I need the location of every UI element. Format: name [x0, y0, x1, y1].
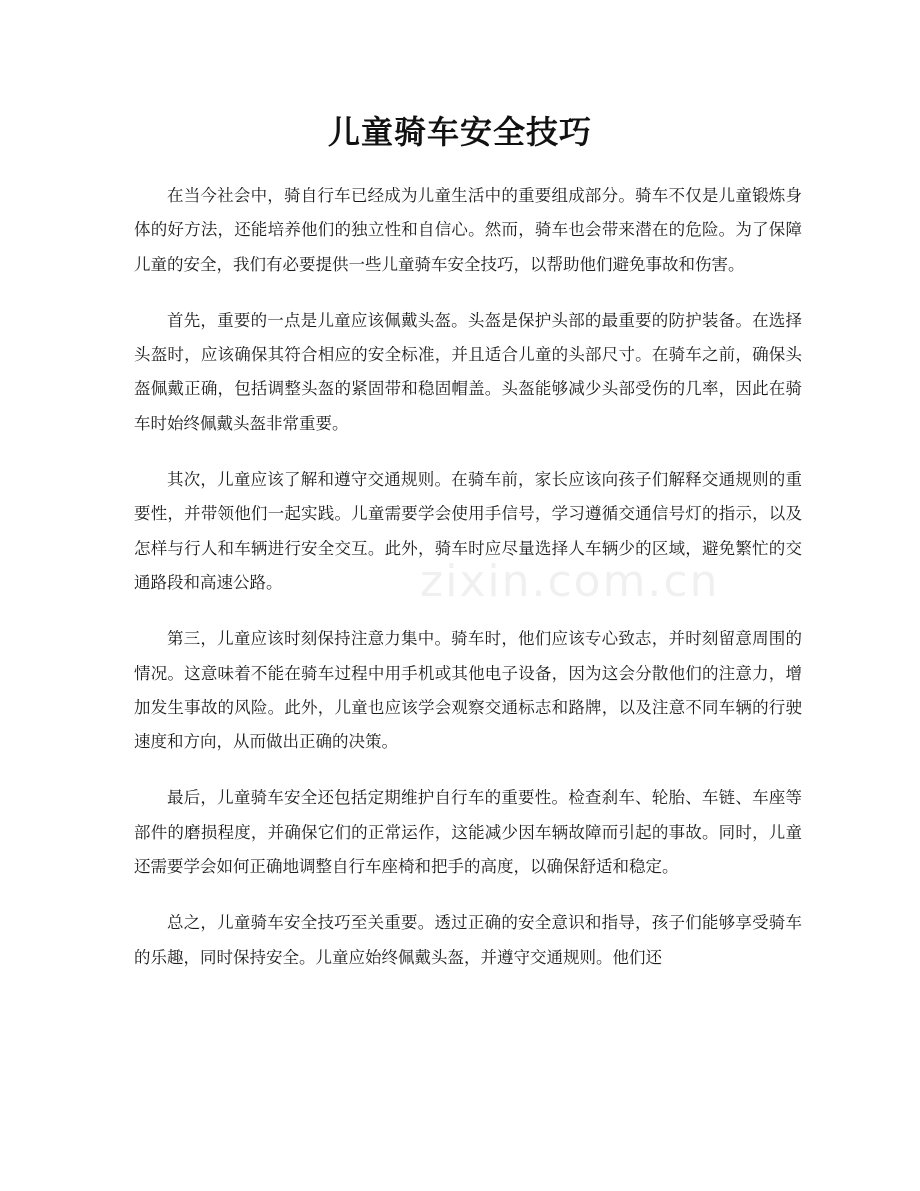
paragraph-traffic-rules: 其次，儿童应该了解和遵守交通规则。在骑车前，家长应该向孩子们解释交通规则的重要性，并带领他们一起实践。儿童需要学会使用手信号，学习遵循交通信号灯的指示，以及怎样与行人和车辆进行安全交互。此外，骑车时应尽量选择人车辆少的区域，避免繁忙的交通路段和高速公路。 [134, 470, 802, 592]
paragraph-conclusion: 总之，儿童骑车安全技巧至关重要。透过正确的安全意识和指导，孩子们能够享受骑车的乐趣，同时保持安全。儿童应始终佩戴头盔，并遵守交通规则。他们还 [134, 913, 802, 967]
document-body [134, 179, 802, 997]
paragraph-intro: 在当今社会中，骑自行车已经成为儿童生活中的重要组成部分。骑车不仅是儿童锻炼身体的好方法，还能培养他们的独立性和自信心。然而，骑车也会带来潜在的危险。为了保障儿童的安全，我们有必要提供一些儿童骑车安全技巧，以帮助他们避免事故和伤害。 [134, 186, 802, 274]
document-title: 儿童骑车安全技巧 [327, 113, 592, 151]
watermark-text: zixin.com.cn [420, 556, 720, 607]
paragraph-helmet: 首先，重要的一点是儿童应该佩戴头盔。头盔是保护头部的最重要的防护装备。在选择头盔时，应该确保其符合相应的安全标准，并且适合儿童的头部尺寸。在骑车之前，确保头盔佩戴正确，包括调整头盔的紧固带和稳固帽盖。头盔能够减少头部受伤的几率，因此在骑车时始终佩戴头盔非常重要。 [134, 310, 802, 433]
paragraph-attention: 第三，儿童应该时刻保持注意力集中。骑车时，他们应该专心致志，并时刻留意周围的情况。这意味着不能在骑车过程中用手机或其他电子设备，因为这会分散他们的注意力，增加发生事故的风险。此外，儿童也应该学会观察交通标志和路牌，以及注意不同车辆的行驶速度和方向，从而做出正确的决策。 [134, 629, 802, 752]
paragraph-maintenance: 最后，儿童骑车安全还包括定期维护自行车的重要性。检查刹车、轮胎、车链、车座等部件的磨损程度，并确保它们的正常运作，这能减少因车辆故障而引起的事故。同时，儿童还需要学会如何正确地调整自行车座椅和把手的高度，以确保舒适和稳定。 [134, 788, 802, 877]
